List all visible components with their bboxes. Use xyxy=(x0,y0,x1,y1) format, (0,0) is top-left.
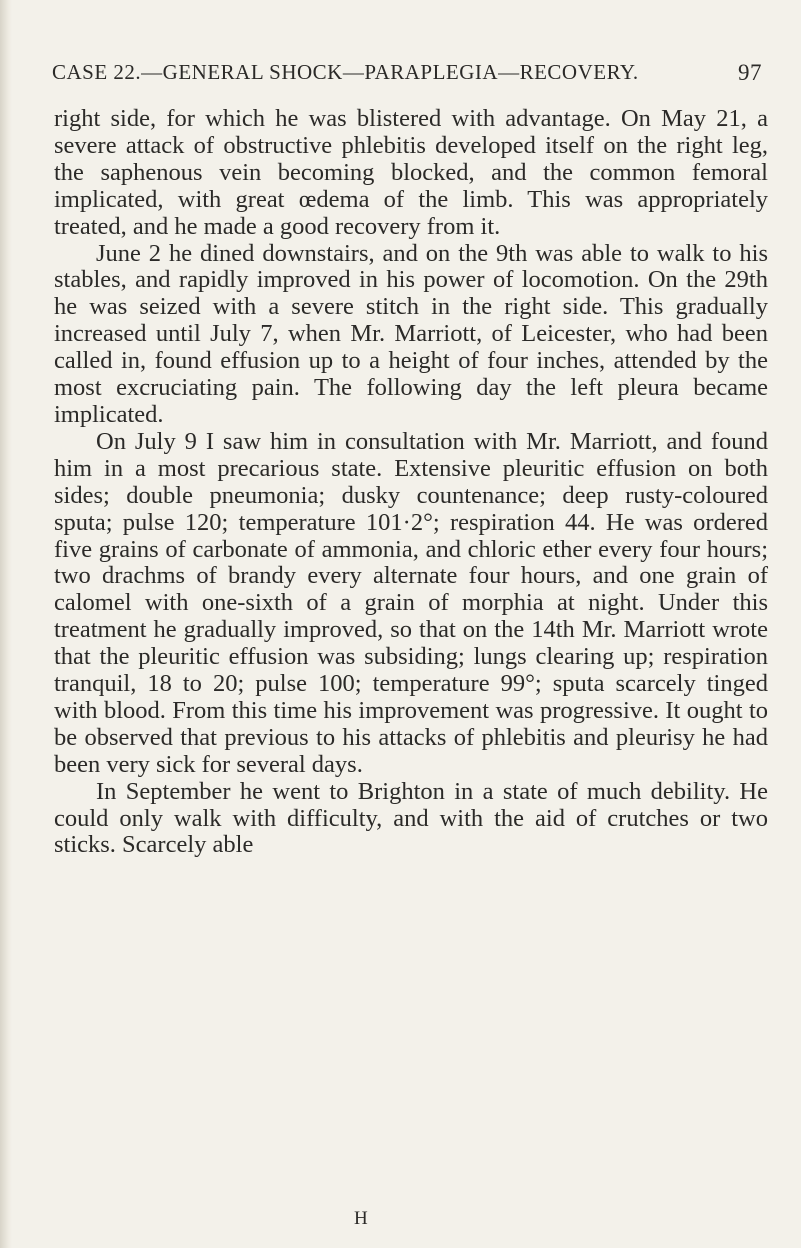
page-number: 97 xyxy=(738,60,762,85)
paragraph-continuation: right side, for which he was blistered with advantage. On May 21, a severe attack of obstructive phlebitis developed itself on the right leg, the saphenous vein becoming blocked, and the common femoral implicated, with great œdema of the limb. This was appropriately treated, and he made a good recovery from it. xyxy=(54,105,768,240)
running-header xyxy=(52,60,762,94)
paragraph-september: In September he went to Brighton in a state of much debility. He could only walk with difficulty, and with the aid of crutches or two sticks. Scarcely able xyxy=(54,777,768,859)
page-gutter-shadow xyxy=(0,0,12,1248)
running-title: CASE 22.—GENERAL SHOCK—PARAPLEGIA—RECOVERY. xyxy=(52,60,639,84)
body-text xyxy=(54,106,768,859)
paragraph-july: On July 9 I saw him in consultation with Mr. Marriott, and found him in a most precarious state. Extensive pleuritic effusion on both sides; double pneumonia; dusky countenance; deep rusty-coloured sputa; pulse 120; temperature 101·2°; respiration 44. He was ordered five grains of carbonate of ammonia, and chloric ether every four hours; two drachms of brandy every alternate four hours, and one grain of calomel with one-sixth of a grain of morphia at night. Under this treatment he gradually improved, so that on the 14th Mr. Marriott wrote that the pleuritic effusion was subsiding; lungs clearing up; respiration tranquil, 18 to 20; pulse 100; temperature 99°; sputa scarcely tinged with blood. From this time his improvement was progressive. It ought to be observed that previous to his attacks of phlebitis and pleurisy he had been very sick for several days. xyxy=(54,427,768,778)
paragraph-june: June 2 he dined downstairs, and on the 9th was able to walk to his stables, and rapidly improved in his power of locomotion. On the 29th he was seized with a severe stitch in the right side. This gradually increased until July 7, when Mr. Marriott, of Leicester, who had been called in, found effusion up to a height of four inches, attended by the most excruciating pain. The following day the left pleura became implicated. xyxy=(54,239,768,428)
signature-mark: H xyxy=(354,1208,368,1229)
